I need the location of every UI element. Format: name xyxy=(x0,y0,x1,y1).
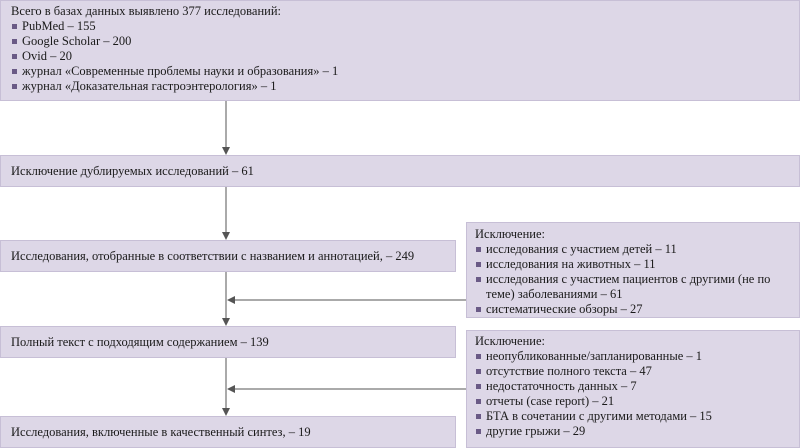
duplicates-text: Исключение дублируемых исследований – 61 xyxy=(11,163,254,178)
exclusion-2-title: Исключение: xyxy=(475,334,545,348)
exclusion-2-item: неопубликованные/запланированные – 1 xyxy=(475,349,791,364)
included-box xyxy=(0,416,456,448)
exclusion-box-1 xyxy=(466,222,800,318)
exclusion-1-item: систематические обзоры – 27 xyxy=(475,302,791,317)
screened-text: Исследования, отобранные в соответствии с названием и аннотацией, – 249 xyxy=(11,248,415,263)
exclusion-2-item: недостаточность данных – 7 xyxy=(475,379,791,394)
search-results-box xyxy=(0,0,800,101)
exclusion-1-title: Исключение: xyxy=(475,227,545,241)
database-item-journal-1: журнал «Современные проблемы науки и образования» – 1 xyxy=(11,64,789,79)
database-list xyxy=(11,19,789,94)
database-item-journal-2: журнал «Доказательная гастроэнтерология» – 1 xyxy=(11,79,789,94)
screened-box xyxy=(0,240,456,272)
exclusion-1-item: исследования на животных – 11 xyxy=(475,257,791,272)
exclusion-2-item: БТА в сочетании с другими методами – 15 xyxy=(475,409,791,424)
exclusion-2-item: отсутствие полного текста – 47 xyxy=(475,364,791,379)
fulltext-text: Полный текст с подходящим содержанием – 139 xyxy=(11,334,269,349)
exclusion-box-2 xyxy=(466,330,800,448)
exclusion-2-item: отчеты (case report) – 21 xyxy=(475,394,791,409)
exclusion-2-list xyxy=(475,349,791,439)
included-text: Исследования, включенные в качественный синтез, – 19 xyxy=(11,424,311,439)
database-item-google-scholar: Google Scholar – 200 xyxy=(11,34,789,49)
exclusion-1-item: исследования с участием пациентов с другими (не по теме) заболеваниями – 61 xyxy=(475,272,791,302)
exclusion-2-item: другие грыжи – 29 xyxy=(475,424,791,439)
search-title: Всего в базах данных выявлено 377 исследований: xyxy=(11,4,281,18)
exclusion-1-item: исследования с участием детей – 11 xyxy=(475,242,791,257)
exclusion-1-list xyxy=(475,242,791,317)
database-item-pubmed: PubMed – 155 xyxy=(11,19,789,34)
database-item-ovid: Ovid – 20 xyxy=(11,49,789,64)
duplicates-box xyxy=(0,155,800,187)
fulltext-box xyxy=(0,326,456,358)
